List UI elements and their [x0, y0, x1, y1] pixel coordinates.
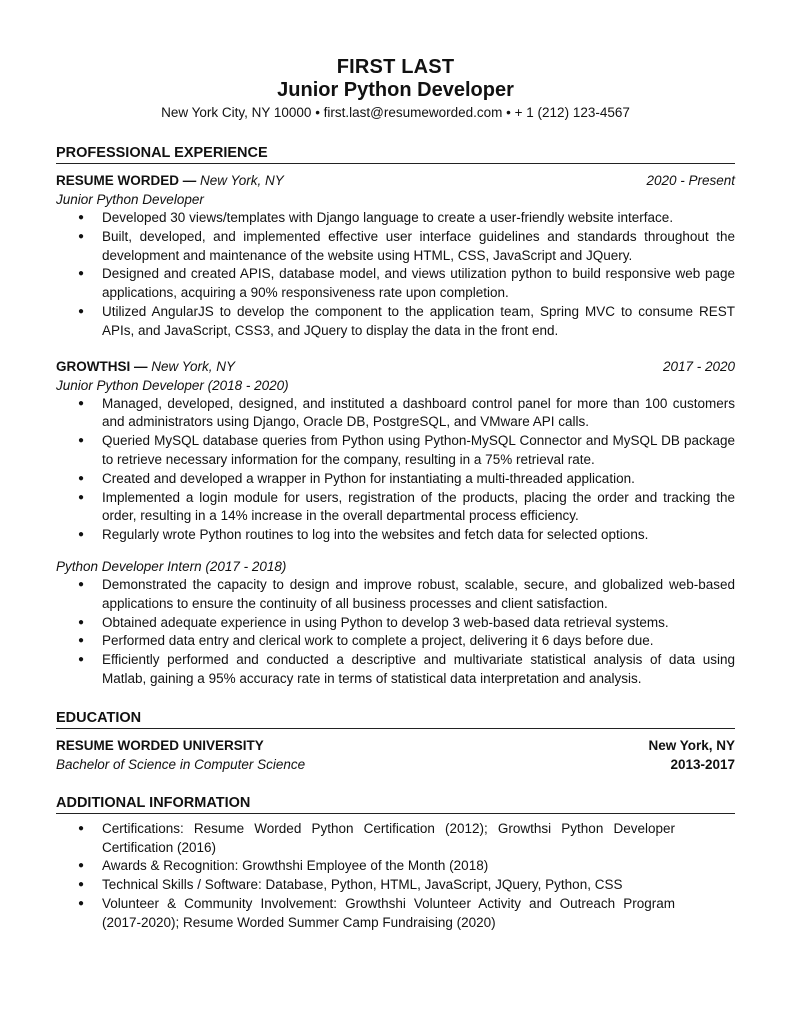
bullet-item: ● Efficiently performed and conducted a descriptive and multivariate statistical analysis of data using Matlab, gaining a 95% accuracy rate in terms of statistical data interpretation and analysis. — [56, 651, 735, 689]
job-location: New York, NY — [151, 358, 236, 374]
bullet-list — [56, 209, 735, 341]
education-location: New York, NY — [648, 737, 735, 753]
bullet-item: ● Performed data entry and clerical work to complete a project, delivering it 6 days before due. — [56, 632, 735, 651]
section-heading-additional: ADDITIONAL INFORMATION — [56, 794, 735, 814]
bullet-item: ● Implemented a login module for users, registration of the products, placing the order and tracking the order, resulting in a 14% increase in the overall departmental process efficiency. — [56, 489, 735, 527]
bullet-item: ● Utilized AngularJS to develop the component to the application team, Spring MVC to consume REST APIs, and JavaScript, CSS3, and JQuery to display the data in the front end. — [56, 303, 735, 341]
job-entry — [56, 171, 735, 341]
section-heading-experience: PROFESSIONAL EXPERIENCE — [56, 144, 735, 164]
education-entry — [56, 736, 735, 774]
resume-header — [56, 0, 735, 122]
additional-item: ● Technical Skills / Software: Database, Python, HTML, JavaScript, JQuery, Python, CSS — [56, 876, 735, 895]
job-entry — [56, 357, 735, 689]
education-degree: Bachelor of Science in Computer Science — [56, 756, 306, 772]
bullet-item: ● Developed 30 views/templates with Django language to create a user-friendly website interface. — [56, 209, 735, 228]
job-location: New York, NY — [200, 173, 284, 188]
education-school: RESUME WORDED UNIVERSITY — [56, 737, 264, 753]
candidate-title: Junior Python Developer — [277, 79, 514, 101]
bullet-item: ● Queried MySQL database queries from Python using Python-MySQL Connector and MySQL DB package to retrieve necessary information for the company, resulting in a 75% retrieval rate. — [56, 432, 735, 470]
bullet-item: ● Obtained adequate experience in using Python to develop 3 web-based data retrieval systems. — [56, 614, 735, 633]
bullet-item: ● Created and developed a wrapper in Python for instantiating a multi-threaded application. — [56, 470, 735, 489]
bullet-list — [56, 576, 735, 689]
bullet-item: ● Demonstrated the capacity to design and improve robust, scalable, secure, and globalized web-based applications to ensure the continuity of all business processes and client satisfaction. — [56, 576, 735, 614]
education-years: 2013-2017 — [670, 756, 735, 772]
education-row-1 — [56, 736, 735, 755]
additional-item: ● Awards & Recognition: Growthshi Employee of the Month (2018) — [56, 857, 735, 876]
contact-line: New York City, NY 10000 • first.last@resumeworded.com • + 1 (212) 123-4567 — [161, 105, 630, 120]
job-company: RESUME WORDED — — [56, 173, 197, 188]
job-dates: 2020 - Present — [646, 173, 735, 188]
bullet-item: ● Built, developed, and implemented effective user interface guidelines and standards throughout the development and maintenance of the website using HTML, CSS, JavaScript and JQuery. — [56, 228, 735, 266]
additional-item: ● Volunteer & Community Involvement: Growthshi Volunteer Activity and Outreach Program (2017-2020); Resume Worded Summer Camp Fundraising (2020) — [56, 895, 735, 933]
job-dates: 2017 - 2020 — [662, 358, 735, 374]
additional-list — [56, 820, 735, 933]
job-company-location — [56, 171, 284, 190]
job-role: Junior Python Developer (2018 - 2020) — [56, 377, 289, 393]
bullet-list — [56, 395, 735, 545]
bullet-item: ● Regularly wrote Python routines to log into the websites and fetch data for selected options. — [56, 526, 735, 545]
education-row-2 — [56, 755, 735, 774]
candidate-name: FIRST LAST — [336, 56, 455, 78]
additional-item: ● Certifications: Resume Worded Python Certification (2012); Growthsi Python Developer Certification (2016) — [56, 820, 735, 858]
job-header — [56, 171, 735, 190]
bullet-item: ● Managed, developed, designed, and instituted a dashboard control panel for more than 100 customers and administrators using Django, Oracle DB, PostgreSQL, and VMware API calls. — [56, 395, 735, 433]
job-company: GROWTHSI — — [56, 358, 148, 374]
section-heading-education: EDUCATION — [56, 709, 735, 729]
bullet-item: ● Designed and created APIS, database model, and views utilization python to build responsive web page applications, acquiring a 90% responsiveness rate upon completion. — [56, 265, 735, 303]
job-company-location — [56, 357, 235, 376]
job-header — [56, 357, 735, 376]
job-role: Junior Python Developer — [56, 192, 204, 207]
job-role: Python Developer Intern (2017 - 2018) — [56, 558, 287, 574]
